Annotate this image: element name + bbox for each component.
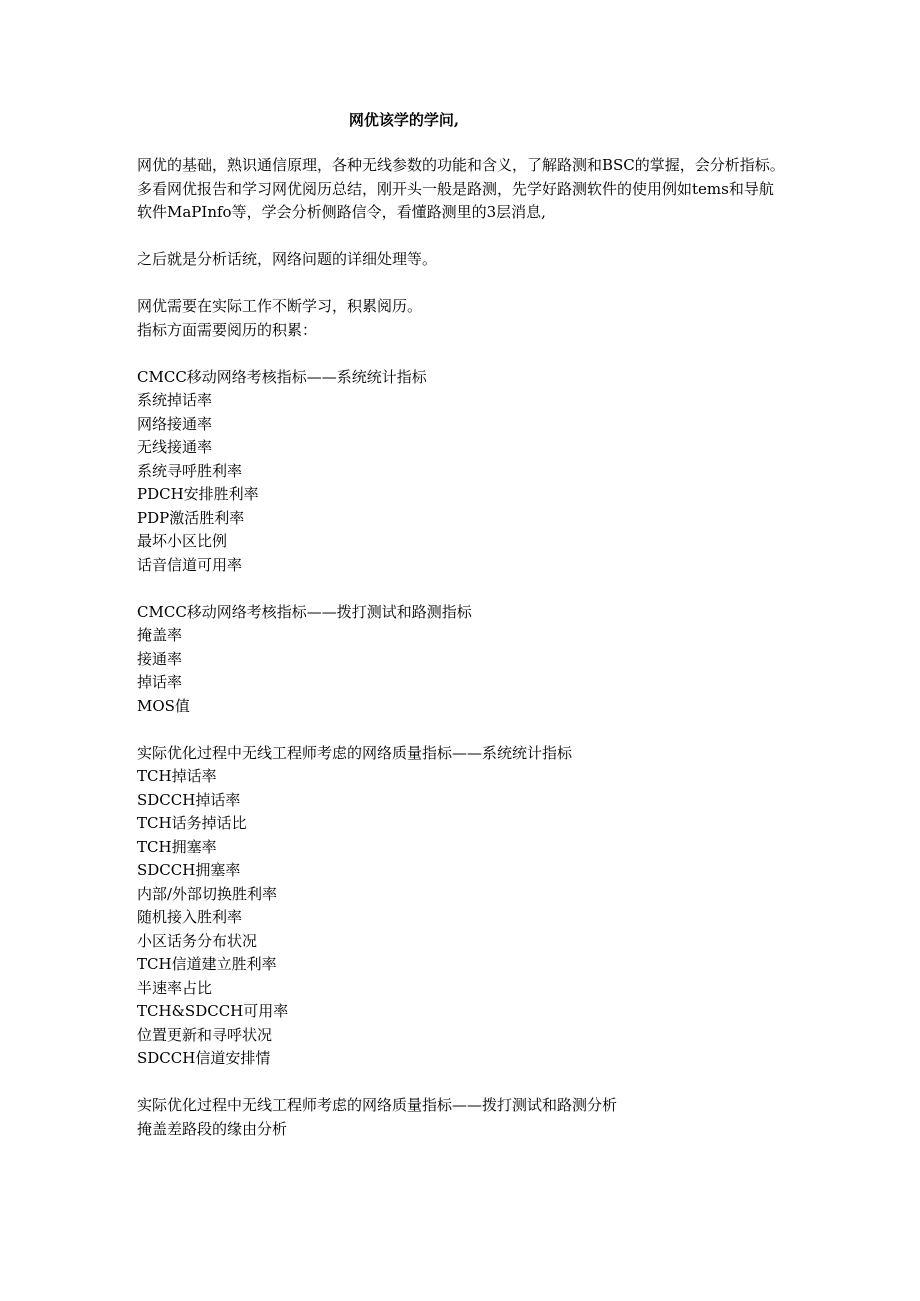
list-item: 系统寻呼胜利率 bbox=[137, 461, 243, 480]
spacer bbox=[137, 342, 787, 366]
section-engineer-drive-test bbox=[137, 1094, 787, 1141]
list-item: SDCCH信道安排情 bbox=[137, 1049, 271, 1067]
list-item: TCH掉话率 bbox=[137, 767, 217, 785]
spacer bbox=[137, 577, 787, 601]
list-item: TCH&SDCCH可用率 bbox=[137, 1002, 289, 1020]
list-item: 最坏小区比例 bbox=[137, 532, 228, 550]
experience-paragraph-2: 指标方面需要阅历的积累： bbox=[137, 320, 318, 339]
list-item: PDP激活胜利率 bbox=[137, 508, 245, 527]
spacer bbox=[137, 225, 787, 249]
list-item: 网络接通率 bbox=[137, 414, 213, 433]
list-item: 小区话务分布状况 bbox=[137, 931, 258, 950]
document-page bbox=[137, 108, 787, 1141]
section-heading: 实际优化过程中无线工程师考虑的网络质量指标——拨打测试和路测分析 bbox=[137, 1096, 618, 1114]
intro-paragraph-2: 多看网优报告和学习网优阅历总结，刚开头一般是路测，先学好路测软件的使用例如tems和导航软件MaPInfo等，学会分析侧路信令，看懂路测里的3层消息, bbox=[137, 179, 774, 221]
experience-paragraph-1: 网优需要在实际工作不断学习，积累阅历。 bbox=[137, 297, 423, 315]
list-item: SDCCH掉话率 bbox=[137, 790, 241, 809]
list-item: PDCH安排胜利率 bbox=[137, 485, 259, 503]
intro-paragraph-1: 网优的基础，熟识通信原理，各种无线参数的功能和含义，了解路测和BSC的掌握，会分析指标。 bbox=[137, 156, 785, 174]
list-item: TCH话务掉话比 bbox=[137, 814, 247, 832]
list-item: 无线接通率 bbox=[137, 438, 213, 456]
list-item: 随机接入胜利率 bbox=[137, 908, 243, 926]
spacer bbox=[137, 272, 787, 296]
list-item: 位置更新和寻呼状况 bbox=[137, 1025, 273, 1044]
section-system-stats bbox=[137, 366, 787, 578]
section-heading: CMCC移动网络考核指标——拨打测试和路测指标 bbox=[137, 602, 472, 621]
list-item: SDCCH拥塞率 bbox=[137, 861, 241, 879]
after-analysis-paragraph: 之后就是分析话统，网络问题的详细处理等。 bbox=[137, 250, 438, 268]
spacer bbox=[137, 1071, 787, 1095]
section-drive-test bbox=[137, 601, 787, 719]
section-heading: 实际优化过程中无线工程师考虑的网络质量指标——系统统计指标 bbox=[137, 743, 573, 762]
list-item: 接通率 bbox=[137, 649, 183, 668]
list-item: TCH拥塞率 bbox=[137, 837, 217, 856]
list-item: 掩盖差路段的缘由分析 bbox=[137, 1119, 288, 1138]
list-item: 内部/外部切换胜利率 bbox=[137, 884, 278, 903]
list-item: 掩盖率 bbox=[137, 626, 183, 644]
list-item: 系统掉话率 bbox=[137, 391, 213, 409]
section-heading: CMCC移动网络考核指标——系统统计指标 bbox=[137, 367, 427, 386]
section-engineer-system-stats bbox=[137, 742, 787, 1071]
spacer bbox=[137, 718, 787, 742]
list-item: 半速率占比 bbox=[137, 978, 213, 997]
list-item: 话音信道可用率 bbox=[137, 555, 243, 574]
list-item: 掉话率 bbox=[137, 673, 183, 691]
document-title: 网优该学的学问, bbox=[348, 111, 460, 129]
list-item: MOS值 bbox=[137, 696, 190, 715]
list-item: TCH信道建立胜利率 bbox=[137, 955, 277, 973]
